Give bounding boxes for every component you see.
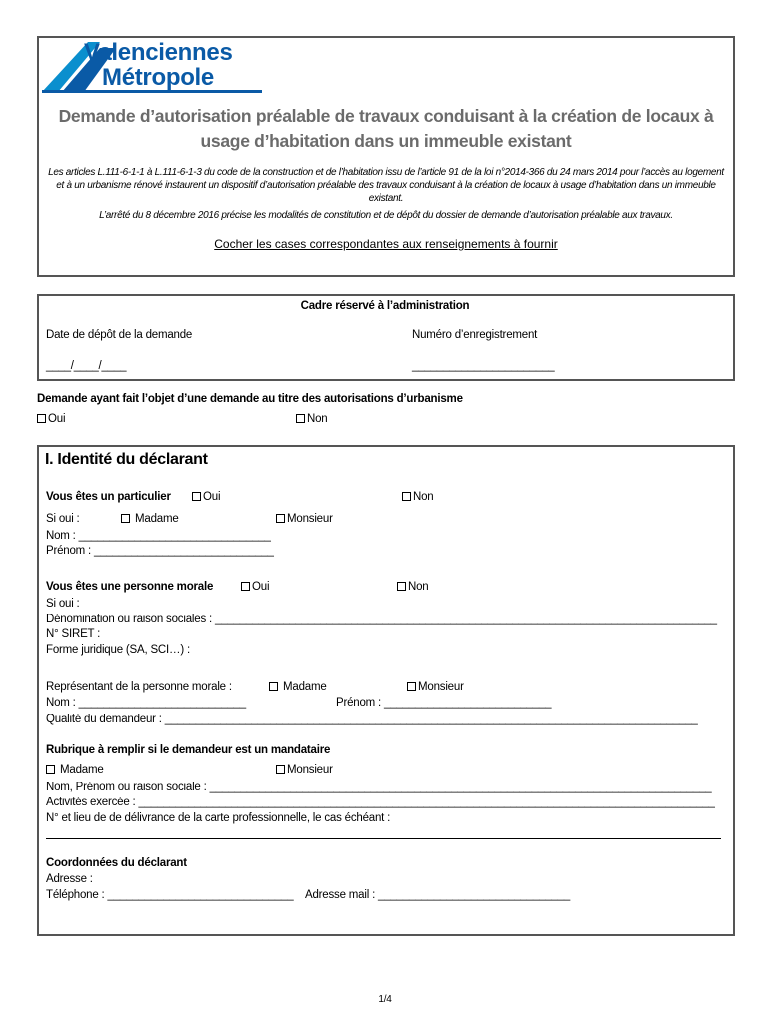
denomination-field[interactable]: Dénomination ou raison sociales : _________________________________________________________________________________ xyxy=(46,614,717,625)
checkbox-icon[interactable] xyxy=(407,682,416,691)
particulier-oui-option[interactable] xyxy=(192,492,220,504)
legal-paragraph-1: Les articles L.111-6-1-1 à L.111-6-1-3 du code de la construction et de l’habitation issu de l’article 91 de la loi n°2014-366 du 24 mars 2014 pour l’accès au logement et à un urbanisme rénové instaurent un dispositif d’autorisation préalable des travaux conduisant à la création de locaux à usage d’habitation dans un immeuble existant. xyxy=(48,167,724,204)
representant-nom-field[interactable]: Nom : ___________________________ xyxy=(46,697,246,709)
morale-label: Vous êtes une personne morale xyxy=(46,581,214,593)
page-number: 1/4 xyxy=(378,994,392,1005)
particulier-oui-label: Oui xyxy=(203,491,221,503)
title-line1: Demande d’autorisation préalable de travaux conduisant à la création de locaux à xyxy=(58,106,714,126)
morale-non-label: Non xyxy=(408,581,429,593)
checkbox-icon[interactable] xyxy=(397,582,406,591)
title-line2: usage d’habitation dans un immeuble existant xyxy=(200,131,572,151)
particulier-label: Vous êtes un particulier xyxy=(46,491,171,503)
mandataire-title: Rubrique à remplir si le demandeur est un mandataire xyxy=(46,744,331,756)
particulier-non-option[interactable] xyxy=(402,492,434,504)
siret-field[interactable]: N° SIRET : xyxy=(46,628,101,640)
morale-si-oui: Si oui : xyxy=(46,598,80,610)
representant-madame-option[interactable] xyxy=(269,682,327,694)
particulier-non-label: Non xyxy=(413,491,434,503)
prior-request-question: Demande ayant fait l’objet d’une demande au titre des autorisations d’urbanisme xyxy=(37,393,463,405)
prior-request-non-option[interactable] xyxy=(296,414,328,426)
mandataire-carte-field-line[interactable] xyxy=(46,838,721,839)
admin-title: Cadre réservé à l’administration xyxy=(300,300,470,312)
morale-oui-label: Oui xyxy=(252,581,270,593)
forme-juridique-field[interactable]: Forme juridique (SA, SCI…) : xyxy=(46,644,190,656)
mandataire-madame-option[interactable] xyxy=(46,765,104,777)
checkbox-icon[interactable] xyxy=(192,492,201,501)
admin-registration-field: _______________________ xyxy=(412,360,555,372)
qualite-field[interactable]: Qualité du demandeur : ______________________________________________________________________________________ xyxy=(46,714,698,725)
checkbox-icon[interactable] xyxy=(269,682,278,691)
checkbox-icon[interactable] xyxy=(276,765,285,774)
particulier-monsieur-option[interactable] xyxy=(276,514,333,526)
adresse-field[interactable]: Adresse : xyxy=(46,873,93,885)
representant-madame-label: Madame xyxy=(283,681,327,693)
prior-request-oui-option[interactable] xyxy=(37,414,65,426)
morale-non-option[interactable] xyxy=(397,582,429,594)
particulier-si-oui: Si oui : xyxy=(46,513,80,525)
coordonnees-title: Coordonnées du déclarant xyxy=(46,857,187,869)
representant-label: Représentant de la personne morale : xyxy=(46,681,232,693)
checkbox-icon[interactable] xyxy=(276,514,285,523)
mandataire-nom-field[interactable]: Nom, Prénom ou raison sociale : _________________________________________________________________________________ xyxy=(46,782,712,793)
email-field[interactable]: Adresse mail : _______________________________ xyxy=(305,889,571,901)
representant-prenom-field[interactable]: Prénom : ___________________________ xyxy=(336,697,552,709)
particulier-madame-label: Madame xyxy=(135,513,179,525)
legal-paragraph-2: L’arrêté du 8 décembre 2016 précise les modalités de constitution et de dépôt du dossier de demande d’autorisation préalable aux travaux. xyxy=(99,210,673,221)
admin-date-label: Date de dépôt de la demande xyxy=(46,329,193,341)
section-title: I. Identité du déclarant xyxy=(45,451,208,468)
logo xyxy=(40,40,262,93)
admin-registration-label: Numéro d’enregistrement xyxy=(412,329,538,341)
instruction-text: Cocher les cases correspondantes aux renseignements à fournir xyxy=(214,237,558,251)
representant-monsieur-label: Monsieur xyxy=(418,681,464,693)
mandataire-monsieur-option[interactable] xyxy=(276,765,333,777)
prior-non-label: Non xyxy=(307,413,328,425)
particulier-nom-field[interactable]: Nom : _______________________________ xyxy=(46,530,271,542)
checkbox-icon[interactable] xyxy=(296,414,305,423)
particulier-monsieur-label: Monsieur xyxy=(287,513,333,525)
checkbox-icon[interactable] xyxy=(241,582,250,591)
checkbox-icon[interactable] xyxy=(46,765,55,774)
representant-monsieur-option[interactable] xyxy=(407,682,464,694)
checkbox-icon[interactable] xyxy=(402,492,411,501)
logo-text-line2: Métropole xyxy=(102,64,214,91)
mandataire-carte-label: N° et lieu de de délivrance de la carte professionnelle, le cas échéant : xyxy=(46,812,391,824)
admin-date-field: ____/____/____ xyxy=(46,360,127,372)
particulier-madame-option[interactable] xyxy=(121,514,179,526)
mandataire-activites-field[interactable]: Activités exercée : _____________________________________________________________________________________________ xyxy=(46,797,715,808)
morale-oui-option[interactable] xyxy=(241,582,269,594)
prior-oui-label: Oui xyxy=(48,413,66,425)
page-title xyxy=(40,104,732,154)
mandataire-monsieur-label: Monsieur xyxy=(287,764,333,776)
checkbox-icon[interactable] xyxy=(121,514,130,523)
checkbox-icon[interactable] xyxy=(37,414,46,423)
telephone-field[interactable]: Téléphone : ______________________________ xyxy=(46,889,294,901)
particulier-prenom-field[interactable]: Prénom : _____________________________ xyxy=(46,545,274,557)
mandataire-madame-label: Madame xyxy=(60,764,104,776)
logo-text-line1: Valenciennes xyxy=(84,39,233,66)
